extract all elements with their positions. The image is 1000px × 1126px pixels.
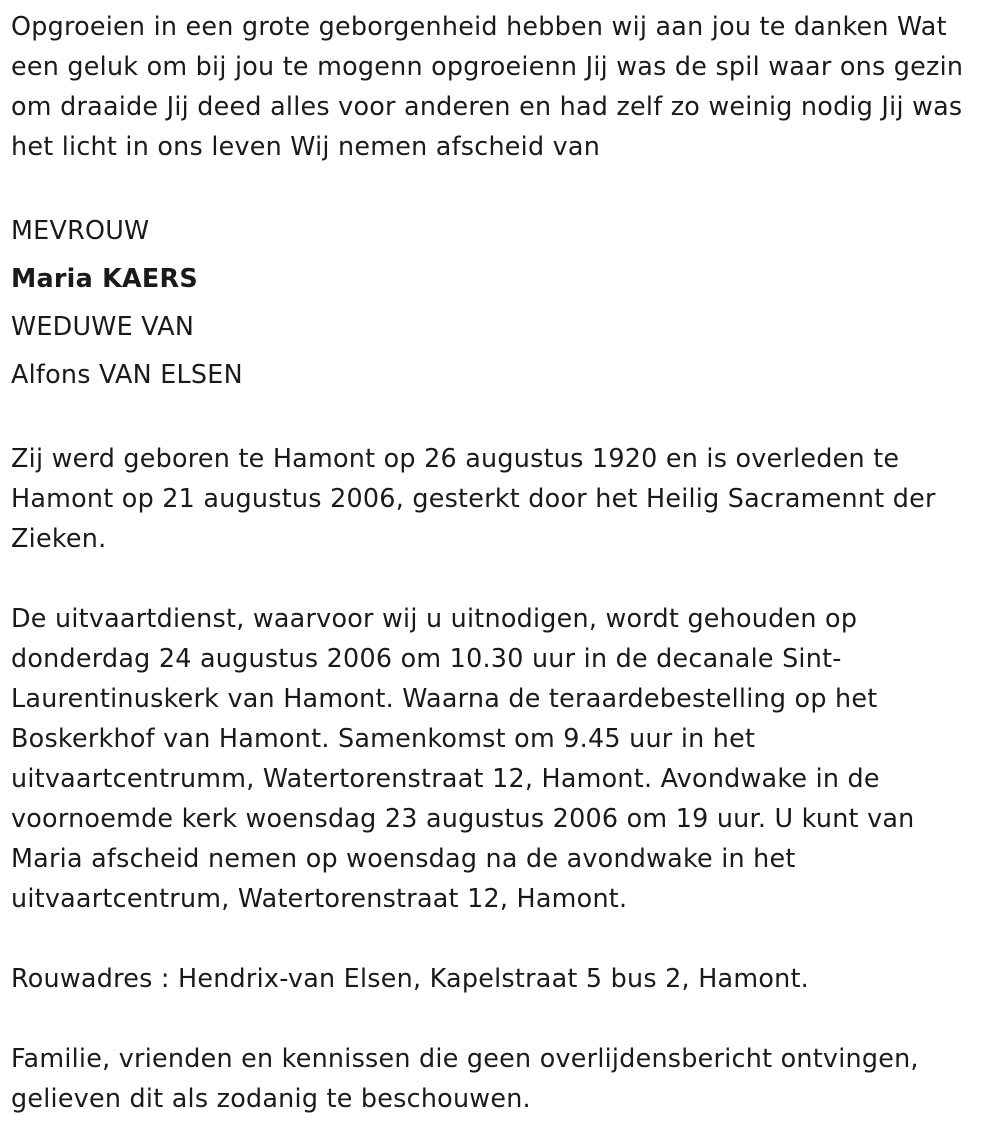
relation-label: WEDUWE VAN (11, 311, 195, 341)
funeral-paragraph: De uitvaartdienst, waarvoor wij u uitnodigen, wordt gehouden op donderdag 24 augustus 2006 om 10.30 uur in de decanale Sint-Laurentinuskerk van Hamont. Waarna de teraardebestelling op het Boskerkhof van Hamont. Samenkomst om 9.45 uur in het uitvaartcentrumm, Watertorenstraat 12, Hamont. Avondwake in de voornoemde kerk woensdag 23 augustus 2006 om 19 uur. U kunt van Maria afscheid nemen op woensdag na de avondwake in het uitvaartcentrum, Watertorenstraat 12, Hamont. (11, 603, 915, 913)
obituary-document (11, 6, 991, 1118)
birth-death-paragraph: Zij werd geboren te Hamont op 26 augustus 1920 en is overleden te Hamont op 21 augustus 2006, gesterkt door het Heilig Sacramennt der Zieken. (11, 443, 936, 553)
closing-paragraph: Familie, vrienden en kennissen die geen overlijdensbericht ontvingen, gelieven dit als zodanig te beschouwen. (11, 1043, 919, 1113)
intro-paragraph: Opgroeien in een grote geborgenheid hebben wij aan jou te danken Wat een geluk om bij jou te mogenn opgroeienn Jij was de spil waar ons gezin om draaide Jij deed alles voor anderen en had zelf zo weinig nodig Jij was het licht in ons leven Wij nemen afscheid van (11, 11, 964, 161)
deceased-names (11, 206, 991, 398)
spouse-name: Alfons VAN ELSEN (11, 359, 243, 389)
deceased-name: Maria KAERS (11, 263, 198, 293)
address-paragraph: Rouwadres : Hendrix-van Elsen, Kapelstraat 5 bus 2, Hamont. (11, 963, 809, 993)
title-label: MEVROUW (11, 215, 150, 245)
